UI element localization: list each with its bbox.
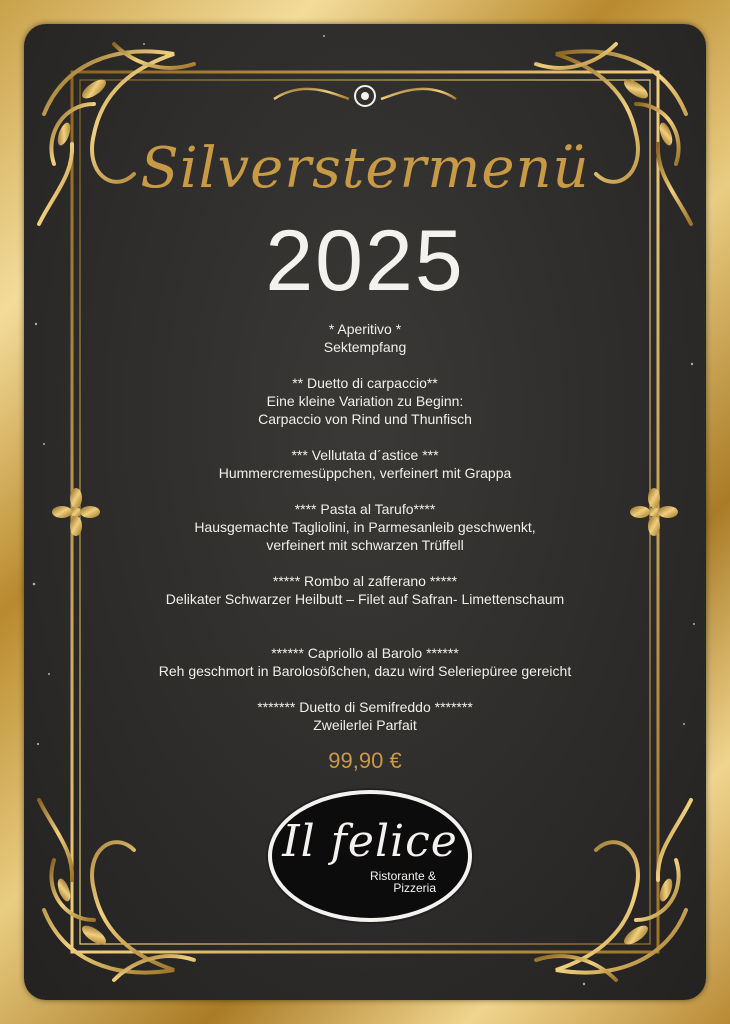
course-line: Eine kleine Variation zu Beginn: [266, 393, 464, 409]
course-heading: * Aperitivo * [328, 321, 402, 337]
course-aperitivo [24, 320, 706, 356]
menu-title: Silverstermenü [140, 136, 590, 201]
restaurant-logo [268, 790, 472, 922]
course-pasta [24, 500, 706, 554]
course-heading: *** Vellutata d´astice *** [291, 447, 439, 463]
course-heading: ******* Duetto di Semifreddo ******* [257, 699, 473, 715]
course-heading: ***** Rombo al zafferano ***** [272, 573, 458, 589]
logo-name: Il felice [282, 816, 458, 867]
course-heading: ****** Capriollo al Barolo ****** [271, 645, 459, 661]
logo-sub-line: Pizzeria [393, 881, 436, 895]
course-capriollo [24, 644, 706, 680]
course-line: Hummercremesüppchen, verfeinert mit Grappa [218, 465, 512, 481]
menu-price: 99,90 € [328, 748, 402, 773]
menu-card [24, 24, 706, 1000]
course-line: Sektempfang [323, 339, 407, 355]
course-line: Delikater Schwarzer Heilbutt – Filet auf Safran- Limettenschaum [165, 591, 565, 607]
emblem-icon [355, 86, 375, 106]
course-heading: **** Pasta al Tarufo**** [294, 501, 436, 517]
course-line: Carpaccio von Rind und Thunfisch [258, 411, 472, 427]
logo-sub-line: Ristorante & [369, 869, 436, 883]
course-line: verfeinert mit schwarzen Trüffell [266, 537, 464, 553]
course-line: Hausgemachte Tagliolini, in Parmesanleib geschwenkt, [194, 519, 536, 535]
course-vellutata [24, 446, 706, 482]
course-line: Zweilerlei Parfait [313, 717, 417, 733]
menu-year: 2025 [265, 213, 465, 309]
course-line: Reh geschmort in Barolosößchen, dazu wird Seleriepüree gereicht [158, 663, 572, 679]
course-rombo [24, 572, 706, 608]
logo-subtitle [336, 870, 436, 894]
course-heading: ** Duetto di carpaccio** [292, 375, 438, 391]
course-semifreddo [24, 698, 706, 734]
course-carpaccio [24, 374, 706, 428]
